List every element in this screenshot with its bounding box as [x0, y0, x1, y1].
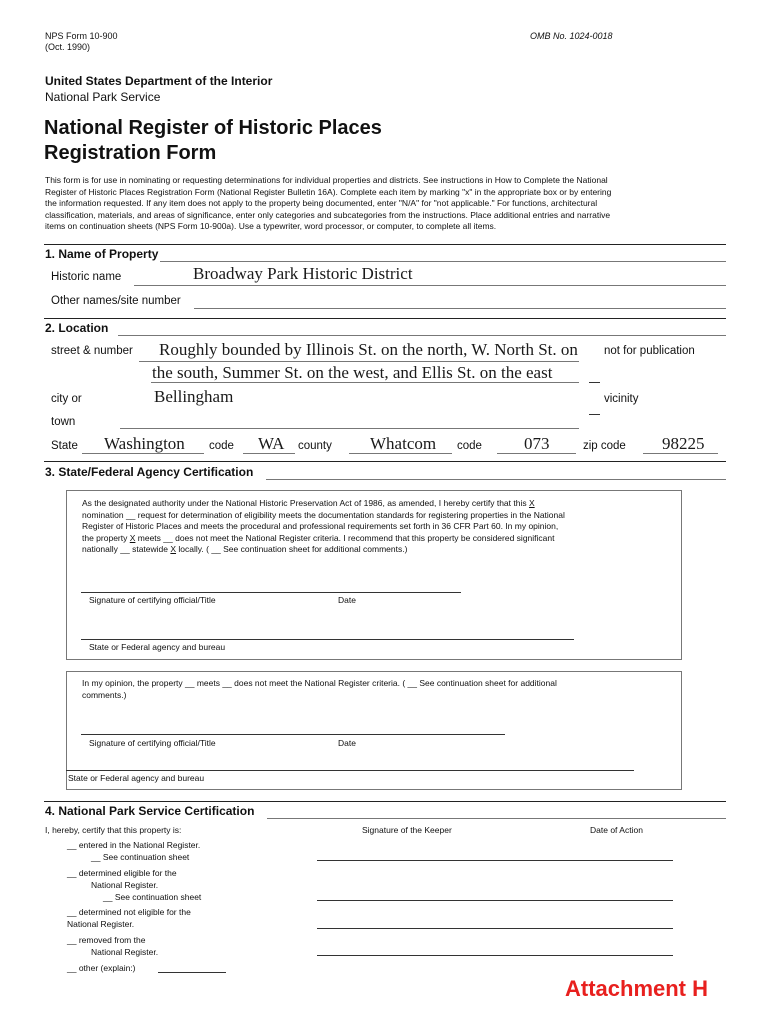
eligible-text: National Register.	[91, 880, 159, 890]
instructions-line: Register of Historic Places Registration Form (National Register Bulletin 16A). Complete each item by marking "x" in the appropriate box or by entering	[45, 186, 612, 197]
title-line-1: National Register of Historic Places	[44, 117, 382, 139]
signature-label: Signature of certifying official/Title	[89, 738, 216, 748]
county-code-field[interactable]: 073	[524, 434, 550, 453]
not-eligible-text: National Register.	[67, 919, 135, 929]
town-label: town	[51, 416, 76, 428]
zip-label: zip code	[583, 440, 626, 452]
historic-name-underline	[134, 285, 726, 286]
agency-label: State or Federal agency and bureau	[89, 642, 226, 652]
county-field[interactable]: Whatcom	[370, 434, 437, 453]
instructions-line: This form is for use in nominating or requesting determinations for individual properties and districts. See instructions in How to Complete the National	[45, 175, 608, 185]
keeper-label: Signature of the Keeper	[362, 825, 452, 835]
cert-text: As the designated authority under the National Historic Preservation Act of 1986, as amended, I hereby certify that this	[82, 498, 529, 508]
cert-text: meets __ does not meet the National Register criteria. I recommend that this property be considered significant	[135, 532, 555, 543]
state-underline	[82, 453, 204, 454]
eligible-continuation-option[interactable]: __ See continuation sheet	[103, 892, 202, 902]
street-underline	[151, 382, 579, 383]
keeper-signature-line[interactable]	[317, 928, 673, 929]
department-name: United States Department of the Interior	[45, 74, 273, 88]
title-line-2: Registration Form	[44, 142, 217, 164]
page-title	[44, 116, 382, 166]
not-for-publication-label: not for publication	[604, 345, 695, 357]
section-divider	[266, 479, 726, 480]
street-field-line-1[interactable]: Roughly bounded by Illinois St. on the north, W. North St. on	[159, 340, 578, 359]
street-label: street & number	[51, 345, 133, 357]
nomination-checkbox[interactable]: X	[528, 498, 535, 508]
service-name: National Park Service	[45, 90, 161, 104]
cert-text: locally. ( __ See continuation sheet for additional comments.)	[176, 544, 408, 554]
removed-option[interactable]: __ removed from the	[67, 935, 146, 945]
state-code-underline	[243, 453, 295, 454]
opinion-line: In my opinion, the property __ meets __ does not meet the National Register criteria. ( __ See continuation sheet for additional	[82, 678, 557, 688]
county-code-label: code	[457, 440, 482, 452]
other-names-label: Other names/site number	[51, 295, 181, 307]
street-field-line-2[interactable]: the south, Summer St. on the west, and Ellis St. on the east	[152, 363, 553, 382]
nps-intro: I, hereby, certify that this property is:	[45, 825, 182, 835]
other-explain-line[interactable]	[158, 972, 226, 973]
vicinity-label: vicinity	[604, 393, 639, 405]
section-1-title: 1. Name of Property	[45, 247, 159, 261]
city-underline	[120, 428, 579, 429]
eligible-option[interactable]: __ determined eligible for the	[67, 868, 177, 878]
agency-line[interactable]	[66, 770, 634, 771]
removed-text: National Register.	[91, 947, 159, 957]
cert-text: the property	[82, 532, 130, 543]
signature-label: Signature of certifying official/Title	[89, 595, 216, 605]
street-underline	[139, 361, 579, 362]
section-2-title: 2. Location	[45, 321, 109, 335]
state-code-field[interactable]: WA	[258, 434, 285, 453]
section-divider	[44, 801, 726, 802]
not-for-publication-checkbox[interactable]	[589, 382, 600, 383]
signature-line[interactable]	[81, 734, 505, 735]
date-label: Date	[338, 738, 356, 748]
locally-checkbox[interactable]: X	[170, 544, 177, 554]
state-code-label: code	[209, 440, 234, 452]
state-field[interactable]: Washington	[104, 434, 185, 453]
agency-label: State or Federal agency and bureau	[68, 773, 205, 783]
opinion-line: comments.)	[82, 689, 127, 700]
historic-name-label: Historic name	[51, 271, 122, 283]
keeper-signature-line[interactable]	[317, 900, 673, 901]
form-number: NPS Form 10-900	[45, 31, 118, 41]
instructions-line: the information requested. If any item does not apply to the property being documented, enter "N/A" for "not applicable." For functions, architectural	[45, 198, 598, 208]
zip-field[interactable]: 98225	[662, 434, 705, 453]
county-underline	[349, 453, 452, 454]
cert-text: nationally __ statewide	[82, 544, 171, 554]
date-of-action-label: Date of Action	[590, 825, 643, 835]
opinion-text	[82, 678, 672, 701]
instructions-line: items on continuation sheets (NPS Form 10-900a). Use a typewriter, word processor, or computer, to complete all items.	[45, 221, 497, 231]
date-label: Date	[338, 595, 356, 605]
certification-text	[82, 498, 672, 556]
section-divider	[160, 261, 726, 262]
section-divider	[44, 244, 726, 245]
county-code-underline	[497, 453, 576, 454]
section-4-title: 4. National Park Service Certification	[45, 804, 255, 818]
signature-line[interactable]	[81, 592, 461, 593]
meets-checkbox[interactable]: X	[129, 532, 136, 543]
city-field[interactable]: Bellingham	[154, 387, 234, 406]
keeper-signature-line[interactable]	[317, 860, 673, 861]
vicinity-checkbox[interactable]	[589, 414, 600, 415]
section-divider	[118, 335, 726, 336]
attachment-label: Attachment H	[565, 976, 709, 1001]
instructions-line: classification, materials, and areas of significance, enter only categories and subcategories from the instructions. Place additional entries and narrative	[45, 209, 611, 220]
form-date: (Oct. 1990)	[45, 42, 91, 52]
cert-text: nomination __ request for determination of eligibility meets the documentation standards for registering properties in the National	[82, 509, 565, 520]
section-divider	[44, 461, 726, 462]
city-label: city or	[51, 393, 82, 405]
agency-line[interactable]	[81, 639, 574, 640]
other-option[interactable]: __ other (explain:)	[67, 963, 136, 973]
entered-continuation-option[interactable]: __ See continuation sheet	[91, 852, 190, 862]
section-divider	[267, 818, 726, 819]
entered-option[interactable]: __ entered in the National Register.	[67, 840, 201, 850]
section-divider	[44, 318, 726, 319]
county-label: county	[298, 440, 332, 452]
omb-number: OMB No. 1024-0018	[530, 31, 613, 41]
state-label: State	[51, 440, 78, 452]
cert-text: Register of Historic Places and meets the procedural and professional requirements set forth in 36 CFR Part 60. In my opinion,	[82, 521, 559, 531]
section-3-title: 3. State/Federal Agency Certification	[45, 465, 254, 479]
other-names-underline	[194, 308, 726, 309]
keeper-signature-line[interactable]	[317, 955, 673, 956]
not-eligible-option[interactable]: __ determined not eligible for the	[67, 907, 191, 917]
zip-underline	[643, 453, 718, 454]
historic-name-field[interactable]: Broadway Park Historic District	[193, 264, 413, 283]
instructions	[45, 175, 735, 233]
